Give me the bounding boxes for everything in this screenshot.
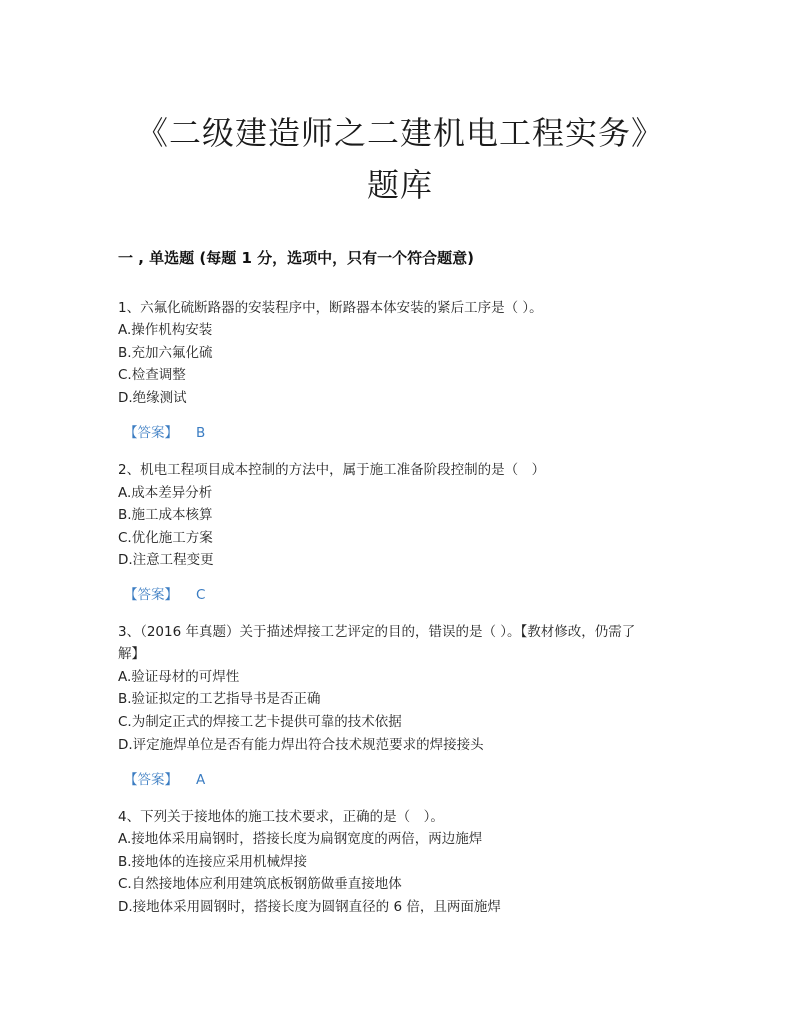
answer-value: B bbox=[196, 425, 206, 441]
section-heading: 一 , 单选题 (每题 1 分，选项中，只有一个符合题意) bbox=[118, 249, 474, 267]
question-1-option-b: B.充加六氟化硫 bbox=[118, 345, 213, 361]
question-3-option-c: C.为制定正式的焊接工艺卡提供可靠的技术依据 bbox=[118, 714, 402, 730]
question-3-option-a: A.验证母材的可焊性 bbox=[118, 669, 240, 685]
question-1-option-a: A.操作机构安装 bbox=[118, 322, 213, 338]
answer-label: 【答案】 bbox=[124, 425, 178, 441]
document-title-line1: 《二级建造师之二建机电工程实务》 bbox=[135, 114, 664, 152]
question-1-option-d: D.绝缘测试 bbox=[118, 390, 187, 406]
question-3-stem: 3、（2016 年真题）关于描述焊接工艺评定的目的，错误的是（ ）。【教材修改，仍需了 bbox=[118, 624, 636, 640]
question-2-answer bbox=[124, 583, 205, 603]
question-4-option-c: C.自然接地体应利用建筑底板钢筋做垂直接地体 bbox=[118, 876, 402, 892]
question-4-option-d: D.接地体采用圆钢时，搭接长度为圆钢直径的 6 倍，且两面施焊 bbox=[118, 899, 501, 915]
question-3-stem-continued: 解】 bbox=[118, 646, 145, 662]
question-3-option-b: B.验证拟定的工艺指导书是否正确 bbox=[118, 691, 321, 707]
question-2-option-b: B.施工成本核算 bbox=[118, 507, 213, 523]
question-1-option-c: C.检查调整 bbox=[118, 367, 186, 383]
answer-value: C bbox=[196, 587, 206, 603]
question-3-option-d: D.评定施焊单位是否有能力焊出符合技术规范要求的焊接接头 bbox=[118, 737, 484, 753]
question-4-stem: 4、下列关于接地体的施工技术要求，正确的是（ ）。 bbox=[118, 809, 444, 825]
question-2-option-a: A.成本差异分析 bbox=[118, 485, 213, 501]
question-4-option-a: A.接地体采用扁钢时，搭接长度为扁钢宽度的两倍，两边施焊 bbox=[118, 831, 483, 847]
answer-label: 【答案】 bbox=[124, 587, 178, 603]
question-4-option-b: B.接地体的连接应采用机械焊接 bbox=[118, 854, 308, 870]
question-2-option-d: D.注意工程变更 bbox=[118, 552, 214, 568]
answer-value: A bbox=[196, 772, 206, 788]
answer-label: 【答案】 bbox=[124, 772, 178, 788]
question-3-answer bbox=[124, 768, 205, 788]
document-title-line2: 题库 bbox=[366, 166, 433, 204]
question-2-stem: 2、机电工程项目成本控制的方法中，属于施工准备阶段控制的是（ ） bbox=[118, 462, 546, 478]
question-1-answer bbox=[124, 421, 205, 441]
question-2-option-c: C.优化施工方案 bbox=[118, 530, 213, 546]
question-1-stem: 1、六氟化硫断路器的安装程序中，断路器本体安装的紧后工序是（ ）。 bbox=[118, 300, 543, 316]
